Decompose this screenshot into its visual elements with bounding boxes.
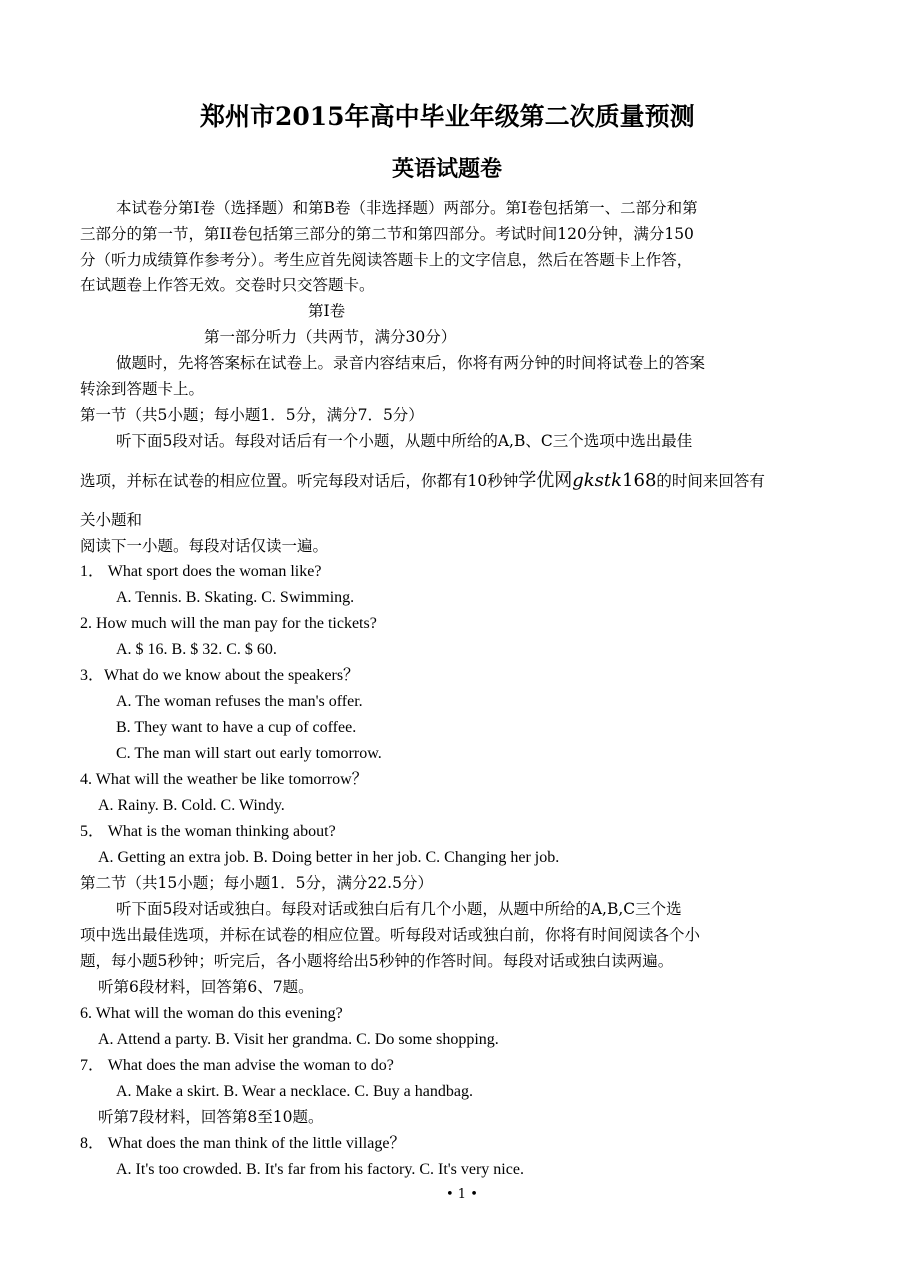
section1-instruction: 听下面5段对话。每段对话后有一个小题，从题中所给的A,B、C三个选项中选出最佳 [116, 432, 693, 450]
question-2-options: A. $ 16. B. $ 32. C. $ 60. [116, 641, 277, 658]
question-3: 3．What do we know about the speakers？ [80, 667, 360, 684]
intro-line: 本试卷分第I卷（选择题）和第B卷（非选择题）两部分。第I卷包括第一、二部分和第 [116, 199, 698, 217]
exam-subtitle: 英语试题卷 [392, 156, 503, 182]
question-8-options: A. It's too crowded. B. It's far from his factory. C. It's very nice. [116, 1161, 524, 1178]
intro-line: 三部分的第一节，第II卷包括第三部分的第二节和第四部分。考试时间120分钟，满分150 [80, 225, 694, 243]
question-4-options: A. Rainy. B. Cold. C. Windy. [98, 797, 285, 814]
question-1-options: A. Tennis. B. Skating. C. Swimming. [116, 589, 355, 606]
question-1: 1． What sport does the woman like? [80, 563, 322, 580]
question-7: 7． What does the man advise the woman to do? [80, 1057, 394, 1074]
exam-title: 郑州市2015年高中毕业年级第二次质量预测 [200, 102, 695, 131]
question-8: 8． What does the man think of the little village？ [80, 1135, 406, 1152]
question-3-option-c: C. The man will start out early tomorrow. [116, 745, 382, 762]
material-6-heading: 听第6段材料，回答第6、7题。 [98, 978, 314, 996]
question-5: 5． What is the woman thinking about? [80, 823, 336, 840]
section2-instruction: 听下面5段对话或独白。每段对话或独白后有几个小题，从题中所给的A,B,C三个选 [116, 900, 682, 918]
question-2: 2. How much will the man pay for the tickets? [80, 615, 377, 632]
section1-instruction: 阅读下一小题。每段对话仅读一遍。 [80, 537, 329, 555]
section1-instruction: 选项，并标在试卷的相应位置。听完每段对话后，你都有10秒钟学优网gkstk168的时间来回答有 [80, 470, 765, 491]
material-7-heading: 听第7段材料，回答第8至10题。 [98, 1108, 324, 1126]
question-5-options: A. Getting an extra job. B. Doing better in her job. C. Changing her job. [98, 849, 560, 866]
question-6: 6. What will the woman do this evening? [80, 1005, 343, 1022]
section1-instruction: 关小题和 [80, 511, 143, 529]
question-7-options: A. Make a skirt. B. Wear a necklace. C. Buy a handbag. [116, 1083, 473, 1100]
question-3-option-b: B. They want to have a cup of coffee. [116, 719, 357, 736]
watermark-brand: 学优网gkstk168 [518, 470, 657, 491]
question-3-option-a: A. The woman refuses the man's offer. [116, 693, 363, 710]
section1-heading: 第一节（共5小题；每小题1．5分，满分7．5分） [80, 406, 424, 424]
question-6-options: A. Attend a party. B. Visit her grandma. C. Do some shopping. [98, 1031, 499, 1048]
part1-instruction: 转涂到答题卡上。 [80, 380, 205, 398]
part1-heading: 第一部分听力（共两节，满分30分） [204, 328, 457, 346]
intro-line: 在试题卷上作答无效。交卷时只交答题卡。 [80, 276, 375, 294]
page-number: • 1 • [446, 1187, 478, 1202]
part1-instruction: 做题时，先将答案标在试卷上。录音内容结束后，你将有两分钟的时间将试卷上的答案 [116, 354, 706, 372]
section2-instruction: 项中选出最佳选项，并标在试卷的相应位置。听每段对话或独白前，你将有时间阅读各个小 [80, 926, 701, 944]
section2-instruction: 题，每小题5秒钟；听完后，各小题将给出5秒钟的作答时间。每段对话或独白读两遍。 [80, 952, 674, 970]
volume-heading: 第I卷 [308, 302, 346, 320]
section2-heading: 第二节（共15小题；每小题1．5分，满分22.5分） [80, 874, 433, 892]
question-4: 4. What will the weather be like tomorrow？ [80, 771, 368, 788]
intro-line: 分（听力成绩算作参考分）。考生应首先阅读答题卡上的文字信息，然后在答题卡上作答， [80, 251, 693, 269]
